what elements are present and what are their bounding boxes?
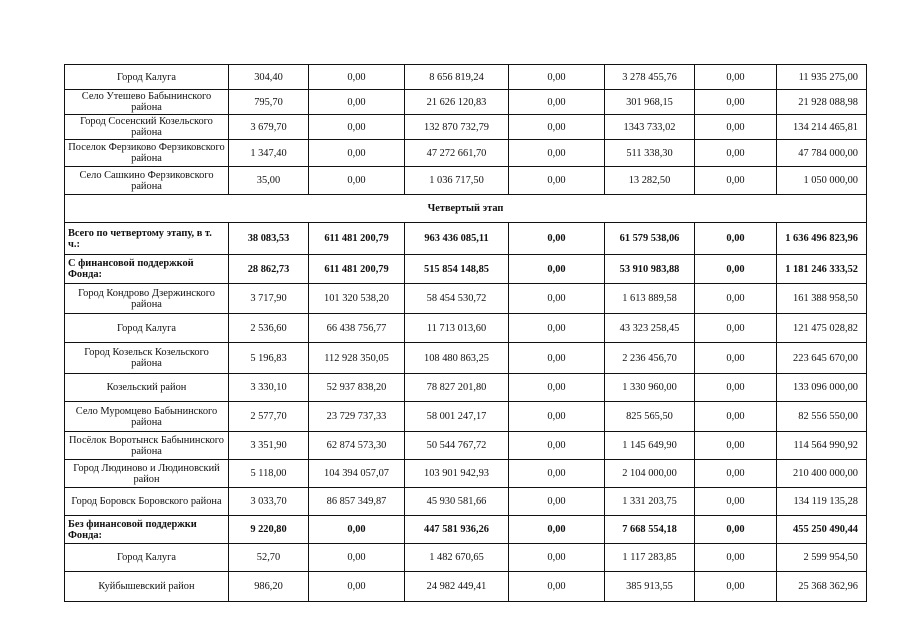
value-cell: 0,00 — [695, 90, 777, 115]
value-cell: 0,00 — [695, 140, 777, 167]
value-cell: 1 331 203,75 — [605, 488, 695, 516]
value-cell: 8 656 819,24 — [405, 65, 509, 90]
value-cell: 0,00 — [695, 572, 777, 602]
value-cell: 0,00 — [309, 572, 405, 602]
municipality-cell: Село Муромцево Бабынинского района — [65, 402, 229, 432]
value-cell: 45 930 581,66 — [405, 488, 509, 516]
value-cell: 0,00 — [509, 140, 605, 167]
value-cell: 0,00 — [509, 544, 605, 572]
value-cell: 0,00 — [695, 432, 777, 460]
value-cell: 1 613 889,58 — [605, 284, 695, 314]
value-cell: 0,00 — [309, 65, 405, 90]
value-cell: 108 480 863,25 — [405, 343, 509, 374]
value-cell: 47 272 661,70 — [405, 140, 509, 167]
value-cell: 52,70 — [229, 544, 309, 572]
value-cell: 82 556 550,00 — [777, 402, 867, 432]
value-cell: 611 481 200,79 — [309, 223, 405, 255]
value-cell: 0,00 — [509, 65, 605, 90]
value-cell: 2 577,70 — [229, 402, 309, 432]
table-row — [65, 488, 867, 516]
municipality-cell: Город Козельск Козельского района — [65, 343, 229, 374]
value-cell: 3 278 455,76 — [605, 65, 695, 90]
table-row — [65, 65, 867, 90]
value-cell: 511 338,30 — [605, 140, 695, 167]
value-cell: 66 438 756,77 — [309, 314, 405, 343]
unsupported-total-row — [65, 516, 867, 544]
value-cell: 3 033,70 — [229, 488, 309, 516]
value-cell: 5 118,00 — [229, 460, 309, 488]
table-row — [65, 167, 867, 195]
budget-table — [64, 64, 867, 602]
value-cell: 0,00 — [509, 460, 605, 488]
value-cell: 1 036 717,50 — [405, 167, 509, 195]
value-cell: 0,00 — [509, 572, 605, 602]
value-cell: 50 544 767,72 — [405, 432, 509, 460]
value-cell: 611 481 200,79 — [309, 255, 405, 284]
value-cell: 104 394 057,07 — [309, 460, 405, 488]
table-row — [65, 90, 867, 115]
value-cell: 304,40 — [229, 65, 309, 90]
value-cell: 0,00 — [695, 374, 777, 402]
supported-total-row — [65, 255, 867, 284]
value-cell: 0,00 — [695, 402, 777, 432]
value-cell: 62 874 573,30 — [309, 432, 405, 460]
value-cell: 1343 733,02 — [605, 115, 695, 140]
value-cell: 24 982 449,41 — [405, 572, 509, 602]
value-cell: 0,00 — [695, 488, 777, 516]
table-body — [65, 65, 867, 602]
municipality-cell: Село Утешево Бабынинского района — [65, 90, 229, 115]
value-cell: 825 565,50 — [605, 402, 695, 432]
table-row — [65, 140, 867, 167]
value-cell: 1 482 670,65 — [405, 544, 509, 572]
value-cell: 2 104 000,00 — [605, 460, 695, 488]
municipality-cell: Город Калуга — [65, 544, 229, 572]
value-cell: 0,00 — [695, 516, 777, 544]
municipality-cell: Город Калуга — [65, 314, 229, 343]
value-cell: 2 536,60 — [229, 314, 309, 343]
value-cell: 134 214 465,81 — [777, 115, 867, 140]
value-cell: 0,00 — [309, 544, 405, 572]
table-row — [65, 115, 867, 140]
value-cell: 1 636 496 823,96 — [777, 223, 867, 255]
value-cell: 301 968,15 — [605, 90, 695, 115]
value-cell: 61 579 538,06 — [605, 223, 695, 255]
municipality-cell: Село Сашкино Ферзиковского района — [65, 167, 229, 195]
value-cell: 0,00 — [509, 402, 605, 432]
value-cell: 223 645 670,00 — [777, 343, 867, 374]
value-cell: 13 282,50 — [605, 167, 695, 195]
value-cell: 101 320 538,20 — [309, 284, 405, 314]
value-cell: 0,00 — [509, 343, 605, 374]
value-cell: 0,00 — [695, 255, 777, 284]
municipality-cell: Козельский район — [65, 374, 229, 402]
value-cell: 0,00 — [509, 223, 605, 255]
value-cell: 58 001 247,17 — [405, 402, 509, 432]
table-row — [65, 402, 867, 432]
value-cell: 0,00 — [309, 140, 405, 167]
value-cell: 52 937 838,20 — [309, 374, 405, 402]
municipality-cell: Поселок Ферзиково Ферзиковского района — [65, 140, 229, 167]
value-cell: 0,00 — [509, 374, 605, 402]
value-cell: 0,00 — [509, 284, 605, 314]
municipality-cell: Город Кондрово Дзержинского района — [65, 284, 229, 314]
value-cell: 0,00 — [695, 460, 777, 488]
value-cell: 0,00 — [509, 488, 605, 516]
table-row — [65, 460, 867, 488]
value-cell: 121 475 028,82 — [777, 314, 867, 343]
value-cell: 7 668 554,18 — [605, 516, 695, 544]
total-row — [65, 223, 867, 255]
value-cell: 132 870 732,79 — [405, 115, 509, 140]
value-cell: 1 181 246 333,52 — [777, 255, 867, 284]
value-cell: 447 581 936,26 — [405, 516, 509, 544]
municipality-cell: С финансовой поддержкой Фонда: — [65, 255, 229, 284]
value-cell: 9 220,80 — [229, 516, 309, 544]
value-cell: 114 564 990,92 — [777, 432, 867, 460]
value-cell: 963 436 085,11 — [405, 223, 509, 255]
value-cell: 3 330,10 — [229, 374, 309, 402]
value-cell: 47 784 000,00 — [777, 140, 867, 167]
value-cell: 0,00 — [309, 115, 405, 140]
value-cell: 0,00 — [309, 90, 405, 115]
value-cell: 112 928 350,05 — [309, 343, 405, 374]
value-cell: 0,00 — [309, 516, 405, 544]
value-cell: 1 117 283,85 — [605, 544, 695, 572]
value-cell: 0,00 — [695, 343, 777, 374]
value-cell: 28 862,73 — [229, 255, 309, 284]
value-cell: 103 901 942,93 — [405, 460, 509, 488]
value-cell: 515 854 148,85 — [405, 255, 509, 284]
value-cell: 21 928 088,98 — [777, 90, 867, 115]
value-cell: 0,00 — [509, 432, 605, 460]
value-cell: 1 145 649,90 — [605, 432, 695, 460]
value-cell: 5 196,83 — [229, 343, 309, 374]
value-cell: 0,00 — [509, 255, 605, 284]
stage-heading-row — [65, 195, 867, 223]
value-cell: 134 119 135,28 — [777, 488, 867, 516]
value-cell: 2 236 456,70 — [605, 343, 695, 374]
value-cell: 11 713 013,60 — [405, 314, 509, 343]
value-cell: 38 083,53 — [229, 223, 309, 255]
value-cell: 161 388 958,50 — [777, 284, 867, 314]
value-cell: 86 857 349,87 — [309, 488, 405, 516]
value-cell: 0,00 — [309, 167, 405, 195]
value-cell: 455 250 490,44 — [777, 516, 867, 544]
value-cell: 0,00 — [695, 314, 777, 343]
value-cell: 1 347,40 — [229, 140, 309, 167]
table-row — [65, 432, 867, 460]
municipality-cell: Всего по четвертому этапу, в т. ч.: — [65, 223, 229, 255]
value-cell: 0,00 — [695, 65, 777, 90]
municipality-cell: Куйбышевский район — [65, 572, 229, 602]
value-cell: 385 913,55 — [605, 572, 695, 602]
value-cell: 23 729 737,33 — [309, 402, 405, 432]
value-cell: 0,00 — [695, 223, 777, 255]
table-row — [65, 572, 867, 602]
value-cell: 78 827 201,80 — [405, 374, 509, 402]
value-cell: 0,00 — [509, 516, 605, 544]
table-row — [65, 374, 867, 402]
table-row — [65, 284, 867, 314]
value-cell: 43 323 258,45 — [605, 314, 695, 343]
municipality-cell: Посёлок Воротынск Бабынинского района — [65, 432, 229, 460]
municipality-cell: Город Боровск Боровского района — [65, 488, 229, 516]
value-cell: 35,00 — [229, 167, 309, 195]
value-cell: 0,00 — [509, 314, 605, 343]
table-row — [65, 314, 867, 343]
value-cell: 1 330 960,00 — [605, 374, 695, 402]
value-cell: 133 096 000,00 — [777, 374, 867, 402]
municipality-cell: Город Людиново и Людиновский район — [65, 460, 229, 488]
value-cell: 0,00 — [695, 284, 777, 314]
value-cell: 0,00 — [695, 544, 777, 572]
stage-title: Четвертый этап — [65, 195, 867, 223]
value-cell: 0,00 — [695, 115, 777, 140]
municipality-cell: Город Сосенский Козельского района — [65, 115, 229, 140]
value-cell: 986,20 — [229, 572, 309, 602]
value-cell: 11 935 275,00 — [777, 65, 867, 90]
value-cell: 58 454 530,72 — [405, 284, 509, 314]
value-cell: 3 679,70 — [229, 115, 309, 140]
value-cell: 53 910 983,88 — [605, 255, 695, 284]
value-cell: 25 368 362,96 — [777, 572, 867, 602]
value-cell: 2 599 954,50 — [777, 544, 867, 572]
value-cell: 0,00 — [509, 90, 605, 115]
value-cell: 0,00 — [695, 167, 777, 195]
value-cell: 1 050 000,00 — [777, 167, 867, 195]
value-cell: 21 626 120,83 — [405, 90, 509, 115]
value-cell: 210 400 000,00 — [777, 460, 867, 488]
value-cell: 0,00 — [509, 115, 605, 140]
table-row — [65, 343, 867, 374]
municipality-cell: Без финансовой поддержки Фонда: — [65, 516, 229, 544]
value-cell: 3 717,90 — [229, 284, 309, 314]
table-row — [65, 544, 867, 572]
value-cell: 795,70 — [229, 90, 309, 115]
municipality-cell: Город Калуга — [65, 65, 229, 90]
value-cell: 3 351,90 — [229, 432, 309, 460]
value-cell: 0,00 — [509, 167, 605, 195]
